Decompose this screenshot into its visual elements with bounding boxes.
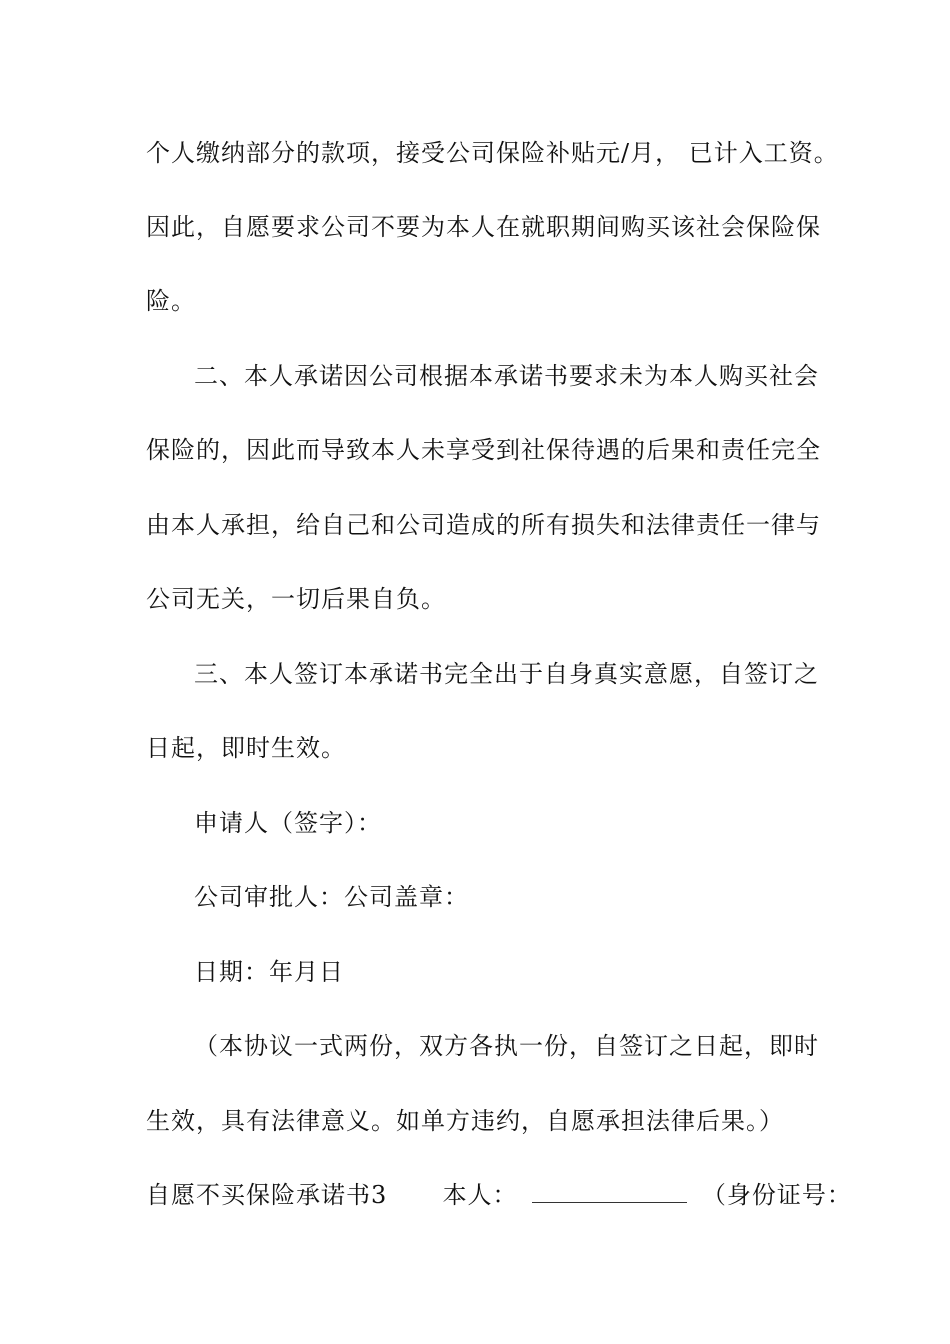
paragraph-line: 险。: [146, 287, 196, 315]
approver-seal-line: 公司审批人：公司盖章：: [194, 883, 469, 911]
date-line: 日期：年月日: [194, 958, 344, 986]
paragraph-line: 保险的，因此而导致本人未享受到社保待遇的后果和责任完全: [146, 436, 821, 464]
next-document-title: 自愿不买保险承诺书3: [146, 1181, 388, 1209]
paragraph-line: 个人缴纳部分的款项，接受公司保险补贴元/月， 已计入工资。: [146, 139, 839, 167]
paragraph-line: 生效，具有法律意义。如单方违约，自愿承担法律后果。）: [146, 1107, 784, 1135]
applicant-signature-line: 申请人（签字）：: [194, 809, 382, 837]
name-blank-field: [532, 1180, 687, 1203]
next-document-heading-line: [146, 1180, 852, 1210]
paragraph-line: 公司无关，一切后果自负。: [146, 585, 446, 613]
person-label: 本人：: [442, 1181, 518, 1209]
paragraph-line: 日起，即时生效。: [146, 734, 346, 762]
paragraph-line: 三、本人签订本承诺书完全出于自身真实意愿，自签订之: [194, 660, 819, 688]
paragraph-line: （本协议一式两份，双方各执一份，自签订之日起，即时: [194, 1032, 819, 1060]
paragraph-line: 二、本人承诺因公司根据本承诺书要求未为本人购买社会: [194, 362, 819, 390]
id-number-label: （身份证号：: [701, 1181, 852, 1209]
paragraph-line: 由本人承担，给自己和公司造成的所有损失和法律责任一律与: [146, 511, 821, 539]
paragraph-line: 因此，自愿要求公司不要为本人在就职期间购买该社会保险保: [146, 213, 821, 241]
